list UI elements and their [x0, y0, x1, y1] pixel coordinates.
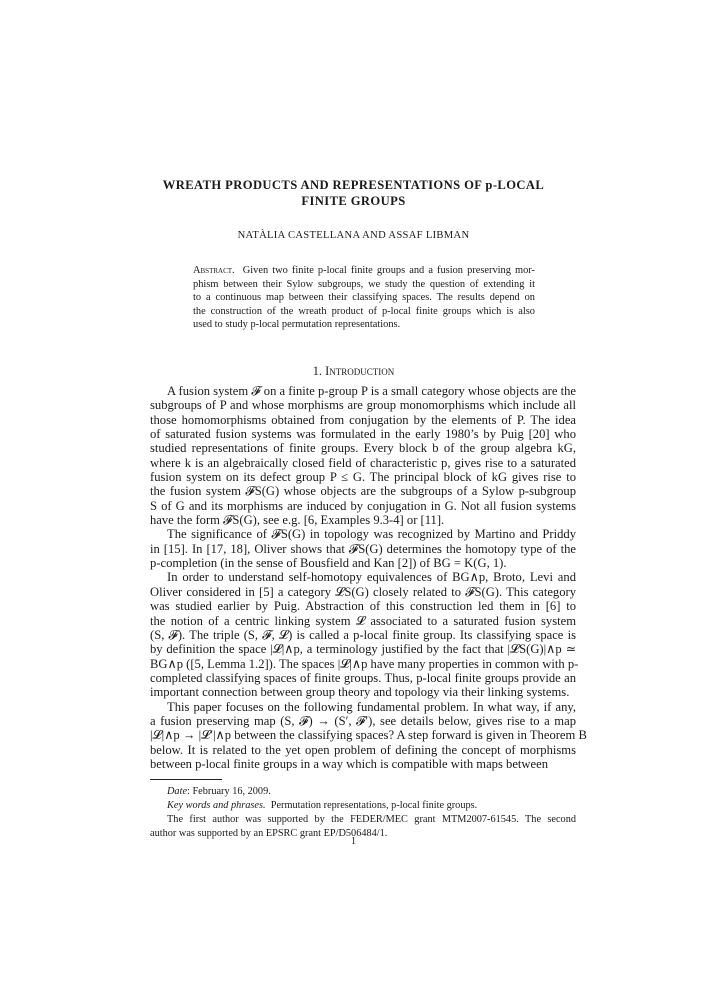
section-title: Introduction: [325, 364, 395, 378]
text-line: studied representations of finite groups. Every block b of the group algebra kG,: [150, 441, 576, 456]
paragraph: [150, 570, 579, 700]
text-line: This paper focuses on the following fundamental problem. In what way, if any,: [167, 699, 576, 714]
keywords-value: Permutation representations, p-local finite groups.: [270, 800, 478, 811]
section-heading: [100, 364, 607, 379]
text-line: |𝓛|∧p → |𝓛′|∧p between the classifying spaces? A step forward is given in Theorem B: [150, 728, 587, 743]
text-line: A fusion system 𝓕 on a finite p-group P is a small category whose objects are the: [167, 384, 576, 398]
text-line: The significance of 𝓕S(G) in topology was recognized by Martino and Priddy: [167, 527, 576, 542]
text-line: in [15]. In [17, 18], Oliver shows that 𝓕S(G) determines the homotopy type of the: [150, 541, 576, 556]
text-line: by definition the space |𝓛|∧p, a terminology justified by the fact that |𝓛S(G)|∧p ≃: [150, 642, 576, 657]
text-line: fusion system on its defect group P ≤ G. The principal block of kG gives rise to: [150, 470, 576, 485]
text-line: In order to understand self-homotopy equivalences of BG∧p, Broto, Levi and: [167, 570, 576, 585]
keywords-label: Key words and phrases.: [167, 800, 266, 811]
page-number: 1: [350, 836, 357, 847]
text-line: important connection between group theory and topology via their linking systems.: [150, 685, 570, 700]
text-line: a fusion preserving map (S, 𝓕) → (S′, 𝓕′), see details below, gives rise to a map: [150, 713, 576, 728]
text-line: was studied earlier by Puig. Abstraction of this construction led them in [6] to: [150, 599, 576, 614]
title-line-1: WREATH PRODUCTS AND REPRESENTATIONS OF p-LOCAL: [162, 178, 545, 192]
text-line: the fusion system 𝓕S(G) whose objects are the subgroups of a Sylow p-subgroup: [150, 484, 576, 499]
text-line: (S, 𝓕). The triple (S, 𝓕, 𝓛) is called a p-local finite group. Its classifying space is: [150, 627, 576, 642]
title-line-2: FINITE GROUPS: [301, 194, 406, 208]
section-number: 1.: [312, 364, 323, 378]
abstract-label: Abstract.: [193, 265, 235, 276]
text-line: where k is an algebraically closed field of characteristic p, gives rise to a saturated: [150, 455, 576, 470]
text-line: the notion of a centric linking system 𝓛 associated to a saturated fusion system: [150, 613, 576, 628]
footnote-support: The first author was supported by the FEDER/MEC grant MTM2007-61545. The second: [167, 814, 576, 825]
paragraph: [150, 699, 587, 772]
body-text: [150, 384, 587, 771]
date-label: Date: [167, 786, 188, 797]
text-line: those homomorphisms obtained from conjugation by the elements of P. The idea: [150, 412, 576, 427]
footnotes: [150, 785, 576, 841]
abstract-line: to a continuous map between their classifying spaces. The results depend on: [193, 292, 535, 304]
footnote-keywords: [150, 799, 576, 813]
abstract: [193, 264, 535, 332]
footnote-support: author was supported by an EPSRC grant EP/D506484/1.: [150, 828, 388, 839]
text-line: completed classifying spaces of finite groups. Thus, p-local finite groups provide an: [150, 670, 576, 685]
abstract-line: used to study p-local permutation representations.: [193, 319, 401, 331]
date-value: : February 16, 2009.: [187, 786, 271, 797]
text-line: S of G and its morphisms are induced by conjugation in G. Not all fusion systems: [150, 498, 576, 513]
paper-title: [100, 177, 607, 209]
footnote-date: [150, 785, 576, 799]
text-line: between p-local finite groups in a way which is compatible with maps between: [150, 756, 548, 771]
abstract-line: Given two finite p-local finite groups and a fusion preserving mor-: [242, 265, 535, 276]
text-line: BG∧p ([5, Lemma 1.2]). The spaces |𝓛|∧p have many properties in common with p-: [150, 656, 579, 671]
text-line: below. It is related to the yet open problem of defining the concept of morphisms: [150, 742, 576, 757]
text-line: p-completion (in the sense of Bousfield and Kan [2]) of BG = K(G, 1).: [150, 556, 507, 571]
text-line: of saturated fusion systems was formulated in the early 1980’s by Puig [20] who: [150, 427, 576, 442]
authors: NATÀLIA CASTELLANA AND ASSAF LIBMAN: [237, 230, 470, 241]
text-line: have the form 𝓕S(G), see e.g. [6, Examples 9.3-4] or [11].: [150, 513, 445, 528]
footnote-rule: [150, 779, 222, 780]
text-line: subgroups of P and whose morphisms are group monomorphisms which include all: [150, 398, 576, 413]
abstract-line: phism between their Sylow subgroups, we study the question of extending it: [193, 278, 535, 290]
paragraph: [150, 384, 576, 527]
paragraph: [150, 527, 576, 570]
abstract-line: the construction of the wreath product of p-local finite groups which is also: [193, 305, 535, 317]
text-line: Oliver considered in [5] a category 𝓛S(G) closely related to 𝓕S(G). This category: [150, 584, 576, 599]
